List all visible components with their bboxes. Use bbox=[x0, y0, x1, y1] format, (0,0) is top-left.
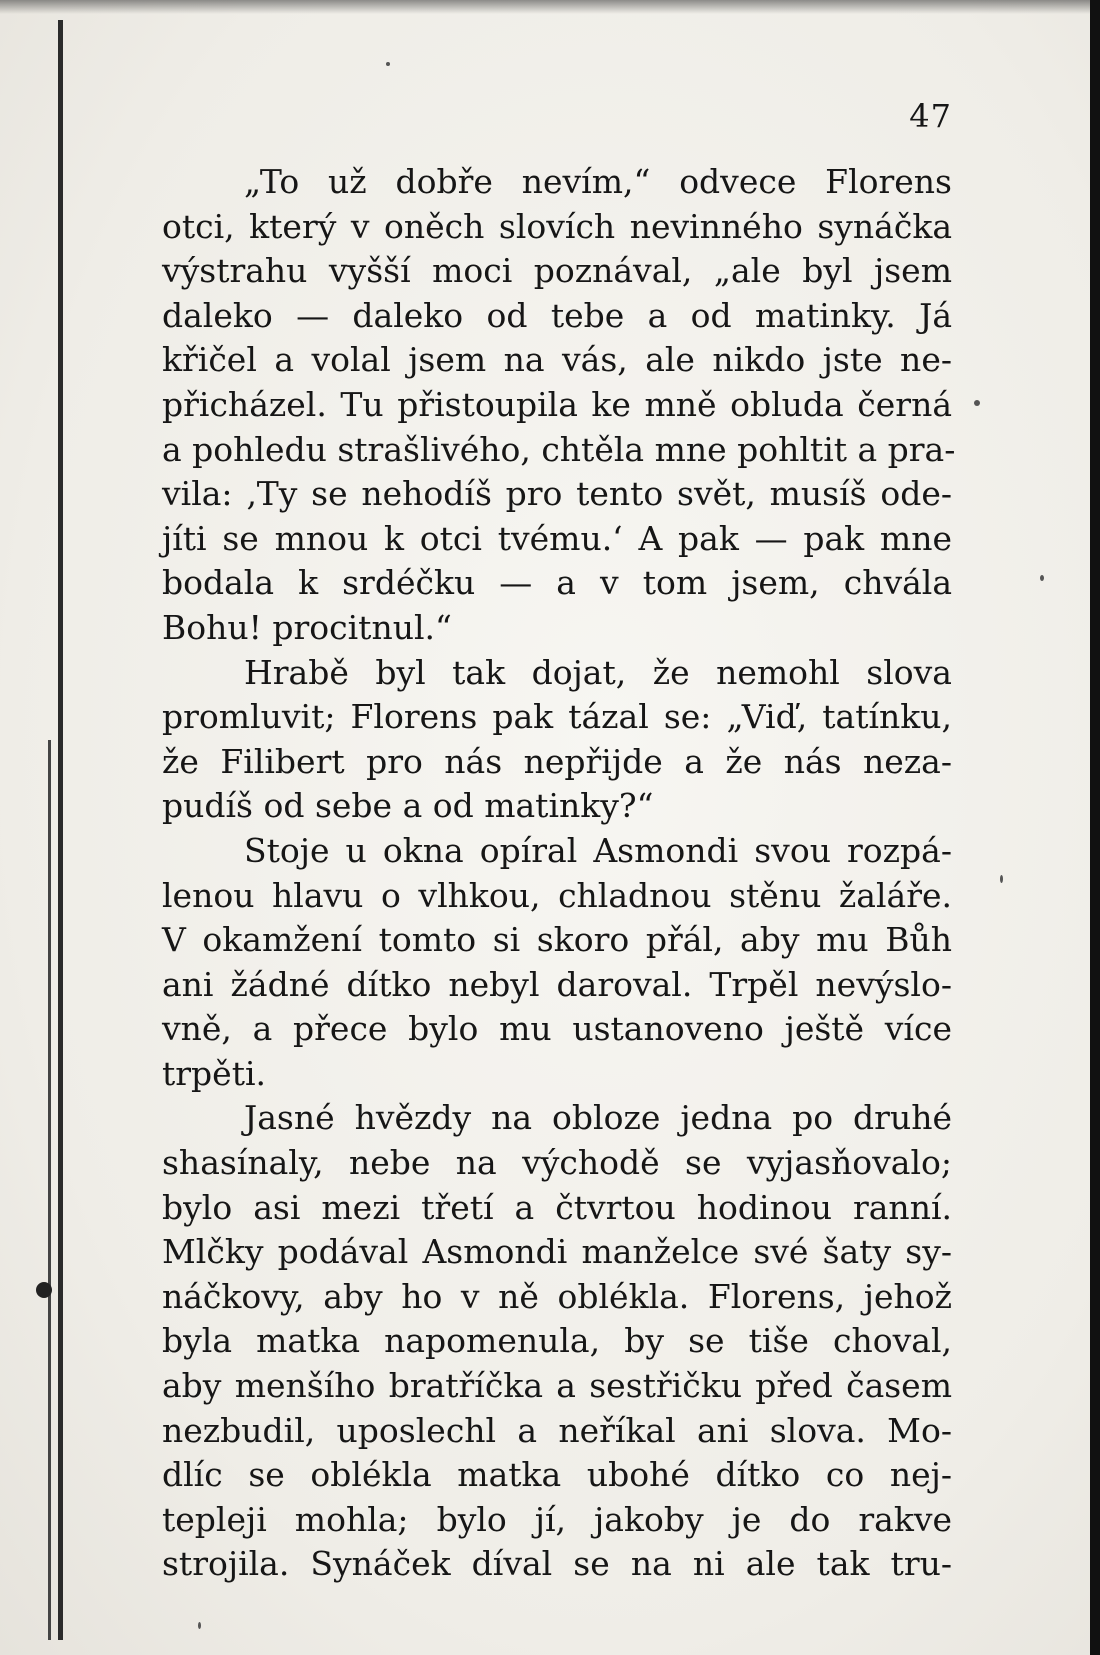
ink-speck bbox=[974, 400, 980, 406]
text-line: ani žádné dítko nebyl daroval. Trpěl nevýslo- bbox=[162, 964, 952, 1004]
text-line: pudíš od sebe a od matinky?“ bbox=[162, 786, 654, 826]
text-line: že Filibert pro nás nepřijde a že nás neza- bbox=[162, 741, 952, 781]
text-line: byla matka napomenula, by se tiše choval, bbox=[162, 1321, 952, 1361]
scan-shadow-top bbox=[0, 0, 1100, 14]
text-line: trpěti. bbox=[162, 1053, 266, 1093]
text-line: lenou hlavu o vlhkou, chladnou stěnu žaláře. bbox=[162, 875, 952, 915]
text-line: Hrabě byl tak dojat, že nemohl slova bbox=[244, 652, 952, 692]
text-line: aby menšího bratříčka a sestřičku před časem bbox=[162, 1366, 952, 1406]
text-line: otci, který v oněch slovích nevinného synáčka bbox=[162, 206, 952, 246]
text-line: daleko — daleko od tebe a od matinky. Já bbox=[162, 295, 952, 335]
ink-speck bbox=[1040, 575, 1044, 581]
page-number: 47 bbox=[909, 97, 952, 135]
text-line: vně, a přece bylo mu ustanoveno ještě více bbox=[162, 1009, 952, 1049]
text-line: nezbudil, uposlechl a neříkal ani slova. Mo- bbox=[162, 1410, 952, 1450]
text-line: „To už dobře nevím,“ odvece Florens bbox=[244, 162, 952, 201]
text-line: Bohu! procitnul.“ bbox=[162, 607, 452, 647]
text-line: a pohledu strašlivého, chtěla mne pohltit a pra- bbox=[162, 429, 956, 469]
scan-border-right bbox=[1090, 0, 1100, 1655]
text-line: náčkovy, aby ho v ně oblékla. Florens, jehož bbox=[162, 1276, 952, 1316]
text-line: Mlčky podával Asmondi manželce své šaty sy- bbox=[162, 1232, 952, 1272]
text-line: V okamžení tomto si skoro přál, aby mu Bůh bbox=[162, 920, 952, 960]
text-line: shasínaly, nebe na východě se vyjasňovalo; bbox=[162, 1143, 952, 1183]
text-line: bylo asi mezi třetí a čtvrtou hodinou ranní. bbox=[162, 1187, 952, 1227]
text-line: výstrahu vyšší moci poznával, „ale byl jsem bbox=[162, 251, 952, 291]
text-line: promluvit; Florens pak tázal se: „Viď, tatínku, bbox=[162, 697, 952, 737]
text-line: jíti se mnou k otci tvému.‘ A pak — pak mne bbox=[162, 518, 952, 558]
body-text bbox=[162, 160, 956, 1587]
text-line: dlíc se oblékla matka ubohé dítko co nej- bbox=[162, 1455, 952, 1495]
text-line: vila: ‚Ty se nehodíš pro tento svět, musíš ode- bbox=[162, 474, 952, 514]
ink-speck bbox=[386, 62, 390, 66]
ink-speck bbox=[1000, 875, 1003, 883]
binding-line bbox=[58, 20, 63, 1640]
text-line: křičel a volal jsem na vás, ale nikdo jste ne- bbox=[162, 340, 952, 380]
binding-mark bbox=[36, 1282, 52, 1298]
binding-line-secondary bbox=[48, 740, 51, 1640]
text-line: Stoje u okna opíral Asmondi svou rozpá- bbox=[244, 830, 952, 870]
text-line: Jasné hvězdy na obloze jedna po druhé bbox=[244, 1098, 952, 1138]
ink-speck bbox=[198, 1622, 201, 1629]
text-line: strojila. Synáček díval se na ni ale tak tru- bbox=[162, 1544, 952, 1584]
text-line: bodala k srdéčku — a v tom jsem, chvála bbox=[162, 563, 952, 603]
text-line: tepleji mohla; bylo jí, jakoby je do rakve bbox=[162, 1499, 952, 1539]
text-line: přicházel. Tu přistoupila ke mně obluda černá bbox=[162, 384, 952, 424]
